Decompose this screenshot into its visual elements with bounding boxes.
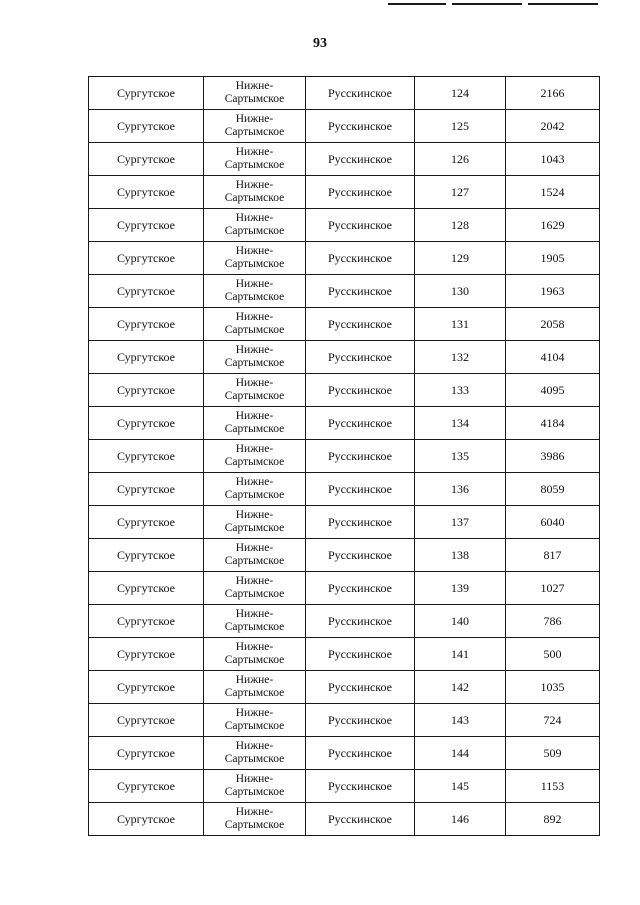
license-area-line-2: Сартымское <box>224 489 285 501</box>
district-cell: Сургутское <box>89 242 204 275</box>
license-area-line-2: Сартымское <box>224 357 285 369</box>
license-area-line-1: Нижне- <box>235 641 274 653</box>
district-cell: Сургутское <box>89 803 204 836</box>
number-cell: 129 <box>415 242 506 275</box>
license-area-line-2: Сартымское <box>224 621 285 633</box>
number-cell: 128 <box>415 209 506 242</box>
number-cell: 137 <box>415 506 506 539</box>
field-cell: Русскинское <box>306 638 415 671</box>
value-cell: 2166 <box>506 77 600 110</box>
field-cell: Русскинское <box>306 209 415 242</box>
number-cell: 131 <box>415 308 506 341</box>
license-area-line-1: Нижне- <box>235 179 274 191</box>
number-cell: 143 <box>415 704 506 737</box>
value-cell: 1035 <box>506 671 600 704</box>
license-area-line-1: Нижне- <box>235 740 274 752</box>
license-area-cell <box>204 110 306 143</box>
district-cell: Сургутское <box>89 209 204 242</box>
number-cell: 139 <box>415 572 506 605</box>
header-rule <box>388 3 446 5</box>
table-row <box>89 671 600 704</box>
table-row <box>89 506 600 539</box>
field-cell: Русскинское <box>306 110 415 143</box>
license-area-line-1: Нижне- <box>235 443 274 455</box>
district-cell: Сургутское <box>89 374 204 407</box>
table-row <box>89 440 600 473</box>
value-cell: 509 <box>506 737 600 770</box>
value-cell: 1027 <box>506 572 600 605</box>
number-cell: 127 <box>415 176 506 209</box>
license-area-line-1: Нижне- <box>235 509 274 521</box>
value-cell: 2058 <box>506 308 600 341</box>
license-area-line-1: Нижне- <box>235 608 274 620</box>
value-cell: 6040 <box>506 506 600 539</box>
license-area-line-1: Нижне- <box>235 674 274 686</box>
license-area-line-2: Сартымское <box>224 192 285 204</box>
value-cell: 4104 <box>506 341 600 374</box>
field-cell: Русскинское <box>306 770 415 803</box>
license-area-line-2: Сартымское <box>224 423 285 435</box>
license-area-line-1: Нижне- <box>235 476 274 488</box>
license-area-cell <box>204 275 306 308</box>
value-cell: 3986 <box>506 440 600 473</box>
number-cell: 132 <box>415 341 506 374</box>
district-cell: Сургутское <box>89 341 204 374</box>
header-rule <box>528 3 598 5</box>
field-cell: Русскинское <box>306 77 415 110</box>
license-area-line-2: Сартымское <box>224 456 285 468</box>
value-cell: 1629 <box>506 209 600 242</box>
number-cell: 130 <box>415 275 506 308</box>
district-cell: Сургутское <box>89 539 204 572</box>
license-area-line-2: Сартымское <box>224 786 285 798</box>
table-body <box>89 77 600 836</box>
district-cell: Сургутское <box>89 407 204 440</box>
district-cell: Сургутское <box>89 770 204 803</box>
license-area-line-2: Сартымское <box>224 654 285 666</box>
header-rule <box>452 3 522 5</box>
license-area-cell <box>204 308 306 341</box>
license-area-cell <box>204 374 306 407</box>
table-row <box>89 770 600 803</box>
table-row <box>89 737 600 770</box>
district-cell: Сургутское <box>89 143 204 176</box>
number-cell: 144 <box>415 737 506 770</box>
license-area-line-1: Нижне- <box>235 245 274 257</box>
license-area-line-2: Сартымское <box>224 687 285 699</box>
value-cell: 786 <box>506 605 600 638</box>
license-area-cell <box>204 440 306 473</box>
table-row <box>89 143 600 176</box>
district-cell: Сургутское <box>89 308 204 341</box>
table-row <box>89 176 600 209</box>
license-area-cell <box>204 737 306 770</box>
district-cell: Сургутское <box>89 605 204 638</box>
license-area-cell <box>204 638 306 671</box>
license-area-line-2: Сартымское <box>224 93 285 105</box>
field-cell: Русскинское <box>306 440 415 473</box>
value-cell: 1905 <box>506 242 600 275</box>
license-area-line-1: Нижне- <box>235 146 274 158</box>
field-cell: Русскинское <box>306 572 415 605</box>
license-area-cell <box>204 209 306 242</box>
table-row <box>89 275 600 308</box>
license-area-cell <box>204 605 306 638</box>
value-cell: 724 <box>506 704 600 737</box>
field-cell: Русскинское <box>306 308 415 341</box>
license-area-line-1: Нижне- <box>235 707 274 719</box>
license-area-line-1: Нижне- <box>235 80 274 92</box>
district-cell: Сургутское <box>89 473 204 506</box>
field-cell: Русскинское <box>306 242 415 275</box>
license-area-line-2: Сартымское <box>224 720 285 732</box>
table-row <box>89 473 600 506</box>
license-area-line-1: Нижне- <box>235 377 274 389</box>
table-row <box>89 374 600 407</box>
license-area-cell <box>204 671 306 704</box>
table-row <box>89 803 600 836</box>
value-cell: 2042 <box>506 110 600 143</box>
field-cell: Русскинское <box>306 506 415 539</box>
license-area-line-1: Нижне- <box>235 311 274 323</box>
license-area-cell <box>204 704 306 737</box>
data-table <box>88 76 600 836</box>
license-area-line-2: Сартымское <box>224 588 285 600</box>
license-area-line-2: Сартымское <box>224 522 285 534</box>
number-cell: 141 <box>415 638 506 671</box>
value-cell: 8059 <box>506 473 600 506</box>
value-cell: 1153 <box>506 770 600 803</box>
table-row <box>89 242 600 275</box>
field-cell: Русскинское <box>306 704 415 737</box>
value-cell: 500 <box>506 638 600 671</box>
license-area-cell <box>204 572 306 605</box>
license-area-line-1: Нижне- <box>235 575 274 587</box>
field-cell: Русскинское <box>306 671 415 704</box>
number-cell: 146 <box>415 803 506 836</box>
number-cell: 134 <box>415 407 506 440</box>
license-area-line-1: Нижне- <box>235 278 274 290</box>
field-cell: Русскинское <box>306 737 415 770</box>
field-cell: Русскинское <box>306 275 415 308</box>
district-cell: Сургутское <box>89 671 204 704</box>
license-area-cell <box>204 77 306 110</box>
license-area-line-1: Нижне- <box>235 542 274 554</box>
field-cell: Русскинское <box>306 803 415 836</box>
license-area-line-1: Нижне- <box>235 113 274 125</box>
license-area-line-1: Нижне- <box>235 212 274 224</box>
field-cell: Русскинское <box>306 374 415 407</box>
license-area-line-2: Сартымское <box>224 324 285 336</box>
table-row <box>89 539 600 572</box>
license-area-line-2: Сартымское <box>224 126 285 138</box>
license-area-cell <box>204 242 306 275</box>
value-cell: 4184 <box>506 407 600 440</box>
district-cell: Сургутское <box>89 110 204 143</box>
field-cell: Русскинское <box>306 539 415 572</box>
license-area-line-2: Сартымское <box>224 291 285 303</box>
value-cell: 892 <box>506 803 600 836</box>
value-cell: 817 <box>506 539 600 572</box>
table-row <box>89 638 600 671</box>
number-cell: 136 <box>415 473 506 506</box>
license-area-line-1: Нижне- <box>235 773 274 785</box>
district-cell: Сургутское <box>89 572 204 605</box>
district-cell: Сургутское <box>89 275 204 308</box>
value-cell: 1963 <box>506 275 600 308</box>
number-cell: 138 <box>415 539 506 572</box>
district-cell: Сургутское <box>89 704 204 737</box>
table-row <box>89 308 600 341</box>
license-area-cell <box>204 803 306 836</box>
table-row <box>89 572 600 605</box>
field-cell: Русскинское <box>306 143 415 176</box>
number-cell: 124 <box>415 77 506 110</box>
license-area-line-1: Нижне- <box>235 344 274 356</box>
license-area-line-2: Сартымское <box>224 225 285 237</box>
number-cell: 145 <box>415 770 506 803</box>
license-area-cell <box>204 473 306 506</box>
number-cell: 125 <box>415 110 506 143</box>
table-row <box>89 605 600 638</box>
license-area-cell <box>204 407 306 440</box>
number-cell: 126 <box>415 143 506 176</box>
license-area-line-1: Нижне- <box>235 806 274 818</box>
district-cell: Сургутское <box>89 506 204 539</box>
table-row <box>89 341 600 374</box>
table-row <box>89 407 600 440</box>
page-number: 93 <box>313 36 327 51</box>
license-area-cell <box>204 341 306 374</box>
table-row <box>89 77 600 110</box>
license-area-line-2: Сартымское <box>224 753 285 765</box>
value-cell: 4095 <box>506 374 600 407</box>
table-row <box>89 110 600 143</box>
number-cell: 133 <box>415 374 506 407</box>
license-area-cell <box>204 176 306 209</box>
license-area-line-2: Сартымское <box>224 555 285 567</box>
license-area-line-2: Сартымское <box>224 819 285 831</box>
field-cell: Русскинское <box>306 176 415 209</box>
license-area-line-2: Сартымское <box>224 258 285 270</box>
district-cell: Сургутское <box>89 176 204 209</box>
license-area-cell <box>204 770 306 803</box>
license-area-cell <box>204 143 306 176</box>
field-cell: Русскинское <box>306 605 415 638</box>
license-area-cell <box>204 506 306 539</box>
license-area-line-1: Нижне- <box>235 410 274 422</box>
number-cell: 142 <box>415 671 506 704</box>
license-area-line-2: Сартымское <box>224 159 285 171</box>
field-cell: Русскинское <box>306 341 415 374</box>
value-cell: 1524 <box>506 176 600 209</box>
table-row <box>89 704 600 737</box>
license-area-cell <box>204 539 306 572</box>
field-cell: Русскинское <box>306 407 415 440</box>
table-row <box>89 209 600 242</box>
value-cell: 1043 <box>506 143 600 176</box>
number-cell: 135 <box>415 440 506 473</box>
district-cell: Сургутское <box>89 440 204 473</box>
field-cell: Русскинское <box>306 473 415 506</box>
number-cell: 140 <box>415 605 506 638</box>
license-area-line-2: Сартымское <box>224 390 285 402</box>
district-cell: Сургутское <box>89 737 204 770</box>
district-cell: Сургутское <box>89 638 204 671</box>
district-cell: Сургутское <box>89 77 204 110</box>
